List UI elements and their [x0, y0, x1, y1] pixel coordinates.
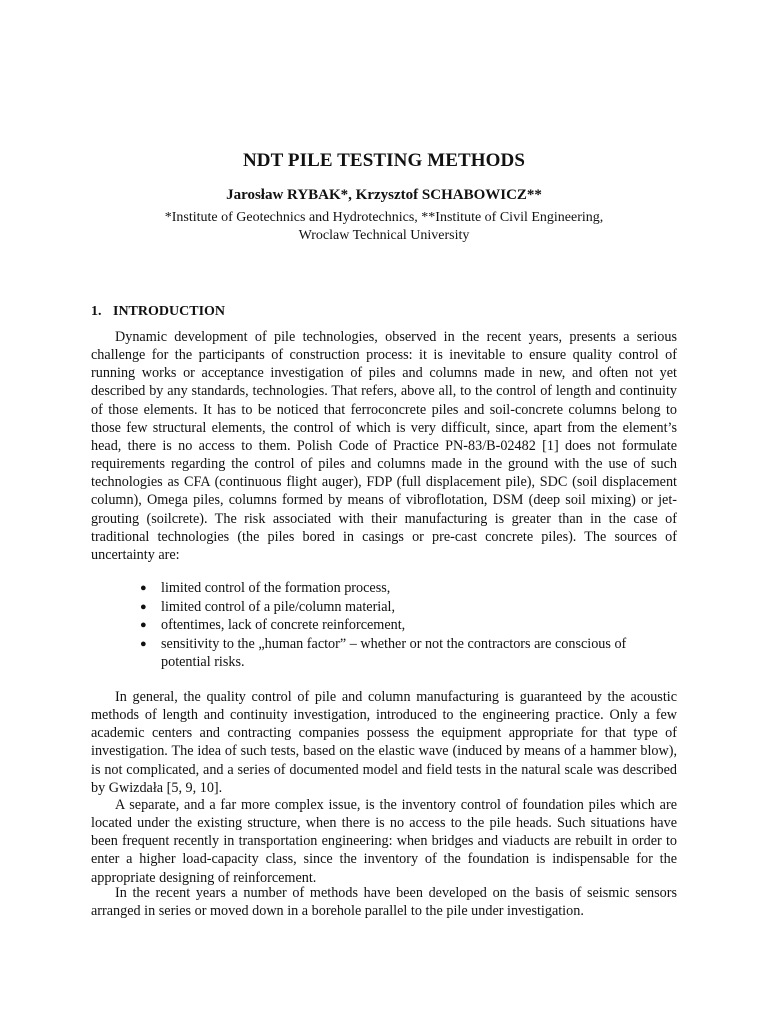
bullet-icon: ● [140, 582, 147, 594]
paragraph: In the recent years a number of methods have been developed on the basis of seismic sensors arranged in series or moved down in a borehole parallel to the pile under investigation. [91, 885, 677, 920]
list-item [91, 635, 677, 672]
bullet-icon: ● [140, 619, 147, 631]
list-item-text: limited control of the formation process, [161, 580, 391, 596]
paragraph: In general, the quality control of pile and column manufacturing is guaranteed by the acoustic methods of length and continuity investigation, introduced to the engineering practice. Only a few academic centers and contracting companies possess the equipment appropriate for that type of investigation. The idea of such tests, based on the elastic wave (induced by means of a hammer blow), is not complicated, and a series of documented model and field tests in the natural scale was described by Gwizdała [5, 9, 10]. [91, 689, 677, 796]
list-item [91, 579, 677, 598]
section-title: INTRODUCTION [113, 304, 226, 319]
affiliation-line-1: *Institute of Geotechnics and Hydrotechnics, **Institute of Civil Engineering, [164, 210, 604, 225]
author-line: Jarosław RYBAK*, Krzysztof SCHABOWICZ** [226, 187, 542, 203]
paragraph-block [91, 796, 677, 887]
list-item [91, 616, 677, 635]
paragraph-block [91, 688, 677, 797]
bullet-icon: ● [140, 600, 147, 613]
list-item [91, 598, 677, 617]
paragraph-block [91, 328, 677, 564]
bullet-icon: ● [140, 637, 147, 650]
paragraph: A separate, and a far more complex issue, is the inventory control of foundation piles which are located under the existing structure, when there is no access to the pile heads. Such situations have been frequent recently in transportation engineering: when bridges and viaducts are rebuilt in order to enter a higher load-capacity class, since the inventory of the foundation is indispensable for the appropriate designing of reinforcement. [91, 797, 677, 886]
bullet-list [91, 579, 677, 672]
section-heading [91, 304, 225, 320]
paragraph: Dynamic development of pile technologies, observed in the recent years, presents a serious challenge for the participants of construction process: it is inevitable to ensure quality control of running works or acceptance investigation of piles and columns made in new, and often not yet described by any standards, technologies. That refers, above all, to the control of length and continuity of those elements. It has to be noticed that ferroconcrete piles and soil-concrete columns belong to those few structural elements, the control of which is very difficult, since, apart from the element’s head, there is no access to them. Polish Code of Practice PN-83/B-02482 [1] does not formulate requirements regarding the control of piles and columns made in the ground with the use of such technologies as CFA (continuous flight auger), FDP (full displacement pile), SDC (soil displacement column), Omega piles, columns formed by means of vibroflotation, DSM (deep soil mixing) or jet-grouting (soilcrete). The risk associated with their manufacturing is greater than in the case of traditional technologies (the piles bored in casings or pre-cast concrete piles). The sources of uncertainty are: [91, 329, 677, 563]
list-item-text: oftentimes, lack of concrete reinforcement, [161, 617, 406, 633]
list-item-text: limited control of a pile/column material, [161, 598, 396, 615]
section-number: 1. [91, 304, 102, 319]
list-item-text: sensitivity to the „human factor” – whether or not the contractors are conscious of potential risks. [161, 635, 627, 670]
paragraph-block [91, 884, 677, 920]
paper-title: NDT PILE TESTING METHODS [242, 150, 526, 171]
affiliation-line-2: Wroclaw Technical University [298, 228, 470, 243]
